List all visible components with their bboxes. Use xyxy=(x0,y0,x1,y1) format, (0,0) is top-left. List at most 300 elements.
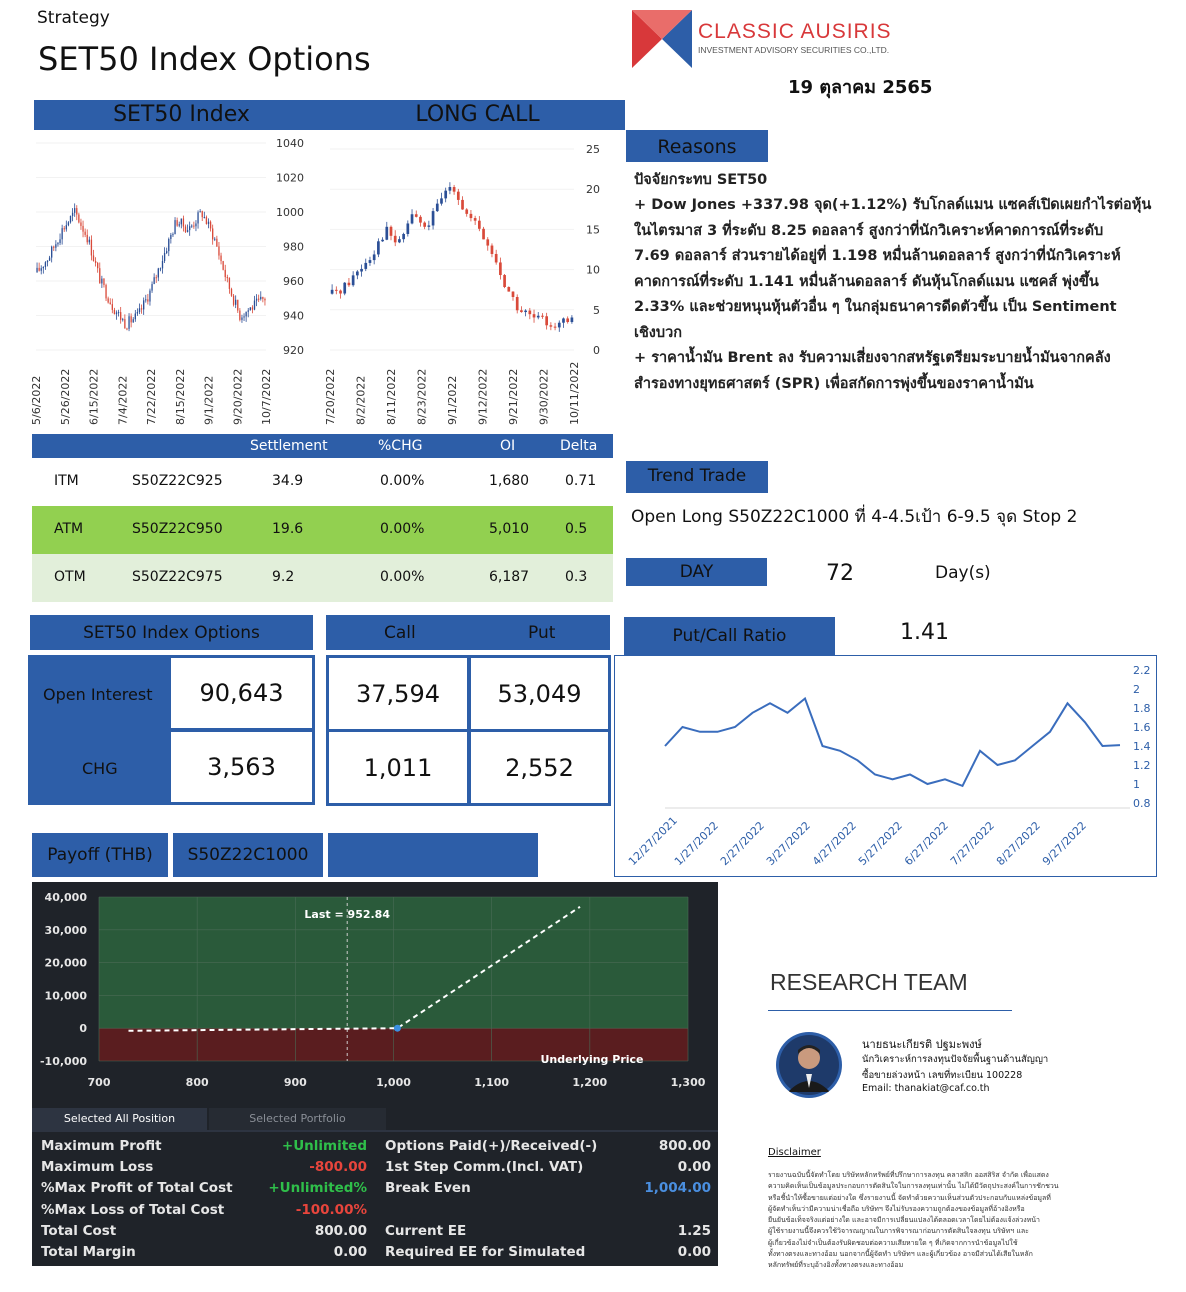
candle-body xyxy=(331,290,334,294)
candle-body xyxy=(482,229,485,240)
x-tick-label: 9/20/2022 xyxy=(231,368,245,425)
payoff-stat-row xyxy=(41,1178,367,1199)
candle-body xyxy=(262,297,263,299)
candle-body xyxy=(101,279,102,284)
y-tick-label: 20,000 xyxy=(44,956,87,970)
last-price-label: Last = 952.84 xyxy=(304,908,390,921)
candle-body xyxy=(68,222,69,225)
candle-body xyxy=(356,272,359,276)
x-tick-label: 10/11/2022 xyxy=(568,361,581,425)
candle-body xyxy=(76,208,77,214)
y-tick-label: 30,000 xyxy=(44,923,87,937)
candle-body xyxy=(402,234,405,239)
candle-body xyxy=(461,200,464,210)
candle-body xyxy=(110,303,111,305)
candle-body xyxy=(512,292,515,297)
oi-row-label: Open Interest xyxy=(43,685,153,704)
candle-body xyxy=(145,299,146,300)
candle-body xyxy=(147,299,148,301)
candle-body xyxy=(193,226,194,227)
row-oi: 1,680 xyxy=(489,473,530,489)
trend-trade-header: Trend Trade xyxy=(626,461,768,493)
candle-body xyxy=(256,299,257,301)
x-tick-label: 6/15/2022 xyxy=(87,368,101,425)
longcall-chart-title: LONG CALL xyxy=(415,102,540,127)
candle-body xyxy=(252,307,253,309)
y-tick-label: 1.8 xyxy=(1133,702,1151,715)
y-tick-label: 5 xyxy=(593,303,600,317)
candle-body xyxy=(335,290,338,291)
candle-body xyxy=(72,213,73,216)
candle-body xyxy=(478,221,481,229)
candle-body xyxy=(116,312,117,314)
disclaimer-line: ผู้ใช้รายงานนี้จึงควรใช้วิจารณญาณในการพิจารณาก่อนการตัดสินใจลงทุน บริษัทฯ และ xyxy=(768,1227,1029,1236)
candle-body xyxy=(566,318,569,322)
candle-body xyxy=(208,222,209,224)
payoff-stat-label: %Max Loss of Total Cost xyxy=(41,1201,225,1218)
disclaimer-text xyxy=(768,1170,1068,1272)
company-logo-mark xyxy=(632,10,692,68)
row-delta: 0.5 xyxy=(565,521,588,537)
reasons-subtitle: ปัจจัยกระทบ SET50 xyxy=(634,172,768,188)
candle-body xyxy=(45,262,46,267)
candle-body xyxy=(57,243,58,244)
company-logo-subtext: INVESTMENT ADVISORY SECURITIES CO.,LTD. xyxy=(698,45,890,55)
row-label: ATM xyxy=(54,521,84,537)
candle-body xyxy=(432,211,435,225)
candle-body xyxy=(486,239,489,245)
candle-body xyxy=(176,220,177,226)
candle-body xyxy=(47,261,48,263)
candle-body xyxy=(348,283,351,285)
payoff-stat-label: 1st Step Comm.(Incl. VAT) xyxy=(385,1159,584,1176)
candle-body xyxy=(156,277,157,278)
tab-selected-all-position[interactable]: Selected All Position xyxy=(32,1108,207,1130)
row-series: S50Z22C950 xyxy=(132,521,223,537)
disclaimer-line: ผู้เกี่ยวข้องไม่จำเป็นต้องรับผิดชอบต่อความเสียหายใด ๆ ที่เกิดจากการนำข้อมูลไปใช้ xyxy=(768,1238,1018,1247)
payoff-stat-value: 0.00 xyxy=(677,1243,711,1260)
candle-body xyxy=(49,258,50,261)
x-tick-label: 700 xyxy=(87,1076,111,1089)
x-tick-label: 8/11/2022 xyxy=(385,368,398,425)
strategy-label: Strategy xyxy=(37,8,110,28)
x-axis-label: Underlying Price xyxy=(540,1053,644,1066)
payoff-stat-label: Current EE xyxy=(385,1222,467,1239)
candle-body xyxy=(189,226,190,230)
option-table-header xyxy=(32,434,613,458)
candle-body xyxy=(453,187,456,192)
y-tick-label: 0.8 xyxy=(1133,797,1151,810)
x-tick-label: 9/21/2022 xyxy=(507,368,520,425)
oi-put-cell: 53,049 xyxy=(468,655,611,732)
row-settlement: 9.2 xyxy=(272,569,295,585)
candle-body xyxy=(126,328,127,329)
candle-body xyxy=(53,247,54,248)
candle-body xyxy=(153,277,154,284)
candle-body xyxy=(170,235,171,239)
col-chg: %CHG xyxy=(378,438,423,454)
candle-body xyxy=(528,311,531,315)
payoff-stat-row xyxy=(41,1136,367,1157)
payoff-stats-right xyxy=(385,1136,711,1263)
y-tick-label: 980 xyxy=(283,240,304,254)
x-tick-label: 1,100 xyxy=(474,1076,510,1089)
company-logo-text: CLASSIC AUSIRIS xyxy=(698,20,892,43)
y-tick-label: 1 xyxy=(1133,778,1140,791)
payoff-stat-row xyxy=(41,1242,367,1263)
y-tick-label: 1.6 xyxy=(1133,721,1151,734)
row-chg: 0.00% xyxy=(380,569,425,585)
payoff-stat-row xyxy=(385,1200,711,1221)
payoff-blank-bar xyxy=(328,833,538,877)
pcr-label: Put/Call Ratio xyxy=(624,617,835,655)
candle-body xyxy=(248,310,249,311)
oi-grid xyxy=(28,655,315,805)
col-delta: Delta xyxy=(560,438,598,454)
chg-put-cell: 2,552 xyxy=(468,729,611,806)
candle-body xyxy=(491,246,494,254)
payoff-series: S50Z22C1000 xyxy=(173,833,323,877)
chg-call-cell: 1,011 xyxy=(326,729,470,806)
candle-body xyxy=(541,316,544,317)
reasons-header: Reasons xyxy=(626,130,768,162)
candle-body xyxy=(74,208,75,213)
payoff-stat-row xyxy=(385,1242,711,1263)
y-tick-label: 40,000 xyxy=(44,891,87,904)
y-tick-label: 940 xyxy=(283,309,304,323)
y-tick-label: 20 xyxy=(586,183,600,197)
candle-body xyxy=(124,319,125,328)
research-team-title: RESEARCH TEAM xyxy=(770,969,968,995)
x-tick-label: 4/27/2022 xyxy=(809,819,860,869)
candle-body xyxy=(36,268,37,273)
oi-call-put-header xyxy=(326,615,610,650)
y-tick-label: 1040 xyxy=(276,137,304,150)
candle-body xyxy=(222,261,223,270)
candle-body xyxy=(114,310,115,314)
report-date: 19 ตุลาคม 2565 xyxy=(788,77,933,98)
candle-body xyxy=(457,192,460,200)
x-tick-label: 1,000 xyxy=(376,1076,411,1089)
payoff-stat-value: -800.00 xyxy=(309,1159,367,1176)
disclaimer-line: ผู้จัดทำเห็นว่ามีความน่าเชื่อถือ บริษัทฯ จึงไม่รับรองความถูกต้องของข้อมูลที่อ้างอิงหรือ xyxy=(768,1204,1025,1213)
candle-body xyxy=(360,269,363,272)
disclaimer-line: หลักทรัพย์ที่ระบุอ้างอิงทั้งทางตรงและทางอ้อม xyxy=(768,1261,904,1270)
payoff-stat-value: 800.00 xyxy=(314,1222,367,1239)
x-tick-label: 8/15/2022 xyxy=(173,368,187,425)
payoff-stat-value: +Unlimited xyxy=(281,1138,367,1154)
disclaimer-line: ความคิดเห็นเป็นข้อมูลประกอบการตัดสินใจในการลงทุนเท่านั้น ไม่ได้มีวัตถุประสงค์ในการชักชวน xyxy=(768,1182,1059,1191)
candle-body xyxy=(229,278,230,289)
analyst-avatar xyxy=(776,1032,842,1098)
candle-body xyxy=(78,215,79,223)
day-value: 72 xyxy=(826,561,854,586)
candle-body xyxy=(562,318,565,322)
candle-body xyxy=(503,275,506,287)
payoff-stat-value: 0.00 xyxy=(677,1159,711,1176)
candle-body xyxy=(197,212,198,223)
candle-body xyxy=(55,244,56,247)
candle-body xyxy=(474,218,477,221)
candle-body xyxy=(245,312,246,317)
candle-body xyxy=(339,291,342,294)
payoff-panel xyxy=(32,882,718,1266)
candle-body xyxy=(51,247,52,258)
x-tick-label: 6/27/2022 xyxy=(901,819,952,869)
reasons-text xyxy=(634,193,1174,397)
row-delta: 0.3 xyxy=(565,569,588,585)
breakeven-point xyxy=(394,1025,401,1032)
candle-body xyxy=(227,277,228,278)
candle-body xyxy=(537,316,540,318)
row-delta: 0.71 xyxy=(565,473,597,489)
analyst-role: นักวิเคราะห์การลงทุนปัจจัยพื้นฐานด้านสัญญา xyxy=(862,1054,1049,1065)
disclaimer-line: ยืนยันข้อเท็จจริงแต่อย่างใด และอาจมีการเปลี่ยนแปลงได้ตลอดเวลาโดยไม่ต้องแจ้งล่วงหน้า xyxy=(768,1216,1040,1225)
candle-body xyxy=(59,239,60,243)
candle-body xyxy=(415,214,418,217)
disclaimer-line: ทั้งทางตรงและทางอ้อม นอกจากนี้ผู้จัดทำ บริษัทฯ และผู้เกี่ยวข้อง อาจมีส่วนได้เสียในหลัก xyxy=(768,1250,1033,1259)
candle-body xyxy=(243,316,244,317)
disclaimer-line: รายงานฉบับนี้จัดทำโดย บริษัทหลักทรัพย์ที่ปรึกษาการลงทุน คลาสสิก ออสสิริส จำกัด เพื่อแสดง xyxy=(768,1171,1049,1179)
x-tick-label: 7/4/2022 xyxy=(116,375,130,425)
candle-body xyxy=(112,304,113,310)
payoff-stat-label: Total Cost xyxy=(41,1222,117,1239)
candle-body xyxy=(191,226,192,227)
payoff-stat-row xyxy=(41,1157,367,1178)
y-tick-label: 0 xyxy=(79,1022,87,1036)
x-tick-label: 8/2/2022 xyxy=(354,375,368,425)
payoff-stat-row xyxy=(385,1157,711,1178)
candle-body xyxy=(133,319,134,322)
reason-line: 2.33% และช่วยหนุนหุ้นตัวอื่น ๆ ในกลุ่มธนาคารดีดตัวขึ้น เป็น Sentiment xyxy=(634,299,1117,315)
candle-body xyxy=(250,307,251,310)
row-oi: 5,010 xyxy=(489,521,530,537)
reason-line: ในไตรมาส 3 ที่ระดับ 8.25 ดอลลาร์ สูงกว่าที่นักวิเคราะห์คาดการณ์ที่ระดับ xyxy=(634,222,1104,239)
reason-line: + Dow Jones +337.98 จุด(+1.12%) รับโกลด์แมน แซคส์เปิดเผยกำไรต่อหุ้น xyxy=(634,197,1152,213)
option-chain-table xyxy=(32,434,613,602)
payoff-label: Payoff (THB) xyxy=(32,833,168,877)
candle-body xyxy=(122,319,123,320)
y-tick-label: 2.2 xyxy=(1133,664,1151,677)
candle-body xyxy=(151,284,152,290)
oi-total-cell: 90,643 xyxy=(168,655,315,731)
payoff-stat-label: Maximum Loss xyxy=(41,1159,154,1176)
x-tick-label: 7/20/2022 xyxy=(324,368,337,425)
candle-body xyxy=(218,247,219,256)
candle-body xyxy=(166,251,167,253)
candle-body xyxy=(64,228,65,229)
candle-body xyxy=(70,216,71,222)
oi-call-cell: 37,594 xyxy=(326,655,470,732)
x-tick-label: 1,200 xyxy=(572,1076,608,1089)
candle-body xyxy=(423,223,426,227)
payoff-stat-row xyxy=(385,1136,711,1157)
candle-body xyxy=(411,214,414,223)
page-title: SET50 Index Options xyxy=(38,40,371,78)
x-tick-label: 1,300 xyxy=(670,1076,706,1089)
candle-body xyxy=(135,314,136,320)
payoff-chart xyxy=(32,882,718,1107)
payoff-stat-value: 0.00 xyxy=(333,1243,367,1260)
candle-body xyxy=(533,314,536,317)
research-divider xyxy=(768,1010,1012,1011)
candle-body xyxy=(38,268,39,271)
chg-row-label: CHG xyxy=(82,759,118,778)
analyst-license: ซื้อขายล่วงหน้า เลขที่ทะเบียน 100228 xyxy=(862,1070,1023,1081)
candle-body xyxy=(499,262,502,275)
candle-body xyxy=(220,256,221,262)
trend-trade-text: Open Long S50Z22C1000 ที่ 4-4.5เป้า 6-9.5 จุด Stop 2 xyxy=(631,507,1078,527)
payoff-stat-value: -100.00% xyxy=(295,1201,367,1218)
candle-body xyxy=(225,270,226,277)
payoff-stats-left xyxy=(41,1136,367,1263)
candle-body xyxy=(343,283,346,294)
x-tick-label: 800 xyxy=(185,1076,209,1089)
x-tick-label: 7/27/2022 xyxy=(947,819,998,869)
x-tick-label: 5/27/2022 xyxy=(855,819,906,869)
candle-body xyxy=(440,198,443,203)
candle-body xyxy=(187,230,188,232)
pcr-line-chart xyxy=(614,655,1157,877)
y-tick-label: 920 xyxy=(283,344,304,357)
candle-body xyxy=(128,316,129,329)
y-tick-label: 10 xyxy=(586,263,600,277)
row-settlement: 34.9 xyxy=(272,473,304,489)
y-tick-label: 1.2 xyxy=(1133,759,1151,772)
candle-body xyxy=(95,261,96,263)
candle-body xyxy=(97,263,98,268)
candle-body xyxy=(241,317,242,319)
candle-body xyxy=(254,301,255,310)
x-tick-label: 8/23/2022 xyxy=(415,368,429,425)
candle-body xyxy=(369,260,372,263)
payoff-stat-label: Options Paid(+)/Received(-) xyxy=(385,1138,598,1154)
candle-body xyxy=(364,263,367,269)
col-oi: OI xyxy=(500,438,516,454)
candle-body xyxy=(93,255,94,261)
x-tick-label: 9/1/2022 xyxy=(446,375,459,425)
candle-body xyxy=(87,235,88,242)
candle-body xyxy=(174,220,175,234)
candle-body xyxy=(195,223,196,226)
candle-body xyxy=(143,300,144,309)
y-tick-label: 2 xyxy=(1133,683,1140,696)
y-tick-label: 1020 xyxy=(276,171,304,185)
candle-body xyxy=(558,323,561,328)
candle-body xyxy=(179,224,180,225)
option-row-atm xyxy=(32,506,613,554)
candle-body xyxy=(373,254,376,260)
x-tick-label: 3/27/2022 xyxy=(763,819,814,869)
payoff-stat-value: 800.00 xyxy=(658,1138,711,1154)
payoff-stat-label: %Max Profit of Total Cost xyxy=(41,1180,233,1197)
call-header: Call xyxy=(384,623,416,643)
oi-table-title: SET50 Index Options xyxy=(30,615,313,650)
candle-body xyxy=(61,228,62,239)
candle-body xyxy=(352,275,355,285)
candle-body xyxy=(66,225,67,229)
candle-body xyxy=(130,316,131,322)
reason-line: เชิงบวก xyxy=(634,324,683,341)
candle-body xyxy=(84,232,85,235)
x-tick-label: 1/27/2022 xyxy=(671,819,722,869)
x-tick-label: 9/27/2022 xyxy=(1039,819,1090,869)
candle-body xyxy=(545,316,548,325)
candle-body xyxy=(41,268,42,271)
payoff-stat-row xyxy=(385,1221,711,1242)
row-chg: 0.00% xyxy=(380,521,425,537)
candle-body xyxy=(258,299,259,300)
row-label: ITM xyxy=(54,473,79,489)
x-tick-label: 900 xyxy=(283,1076,307,1089)
row-chg: 0.00% xyxy=(380,473,425,489)
candle-body xyxy=(398,239,401,242)
candle-body xyxy=(149,291,150,302)
payoff-tab-divider xyxy=(32,1130,718,1132)
payoff-stat-label: Break Even xyxy=(385,1180,471,1197)
payoff-stat-value: 1.25 xyxy=(677,1222,711,1239)
analyst-name: นายธนะเกียรติ ปฐมะพงษ์ xyxy=(862,1038,982,1051)
candle-body xyxy=(214,239,215,240)
x-tick-label: 10/7/2022 xyxy=(260,368,273,425)
candle-body xyxy=(550,325,553,326)
reason-line: สำรองทางยุทธศาสตร์ (SPR) เพื่อสกัดการพุ่งขึ้นของราคาน้ำมัน xyxy=(634,375,1034,392)
y-tick-label: 960 xyxy=(283,275,304,288)
candle-body xyxy=(89,240,90,243)
candle-body xyxy=(231,289,232,296)
candle-body xyxy=(264,299,265,300)
candle-body xyxy=(210,222,211,229)
candle-body xyxy=(436,204,439,211)
analyst-email: Email: thanakiat@caf.co.th xyxy=(862,1083,990,1094)
candle-body xyxy=(105,285,106,298)
reason-line: 7.69 ดอลลาร์ ส่วนรายได้อยู่ที่ 1.198 หมื่นล้านดอลลาร์ สูงกว่าที่นักวิเคราะห์ xyxy=(634,248,1121,264)
payoff-stat-row xyxy=(41,1200,367,1221)
y-tick-label: 10,000 xyxy=(44,989,87,1003)
candle-body xyxy=(172,234,173,235)
y-tick-label: 25 xyxy=(586,143,600,156)
candle-body xyxy=(406,223,409,233)
disclaimer-line: หรือชี้นำให้ซื้อขายแต่อย่างใด ซึ่งรายงานนี้ จัดทำด้วยความเห็นส่วนตัวประกอบกับแหล่งข้อมูลที่ xyxy=(768,1193,1051,1202)
candle-body xyxy=(444,191,447,199)
x-tick-label: 7/22/2022 xyxy=(145,368,158,425)
candle-body xyxy=(107,298,108,302)
candle-body xyxy=(181,218,182,224)
candle-body xyxy=(524,311,527,312)
put-header: Put xyxy=(528,623,556,643)
candle-body xyxy=(449,187,452,191)
candle-body xyxy=(199,211,200,212)
candle-body xyxy=(212,228,213,239)
x-tick-label: 8/27/2022 xyxy=(993,819,1044,869)
candle-body xyxy=(162,261,163,268)
row-series: S50Z22C975 xyxy=(132,569,223,585)
candle-body xyxy=(233,296,234,305)
tab-selected-portfolio[interactable]: Selected Portfolio xyxy=(209,1108,386,1130)
payoff-stat-label: Maximum Profit xyxy=(41,1138,162,1154)
candle-body xyxy=(419,217,422,223)
row-oi: 6,187 xyxy=(489,569,530,585)
set50-chart-title: SET50 Index xyxy=(113,102,250,127)
candle-body xyxy=(554,327,557,328)
candle-body xyxy=(137,312,138,314)
day-label: DAY xyxy=(626,558,767,586)
candle-body xyxy=(239,311,240,320)
x-tick-label: 5/26/2022 xyxy=(58,368,72,425)
candle-body xyxy=(495,254,498,262)
candle-body xyxy=(390,227,393,236)
y-tick-label: -10,000 xyxy=(39,1055,87,1068)
